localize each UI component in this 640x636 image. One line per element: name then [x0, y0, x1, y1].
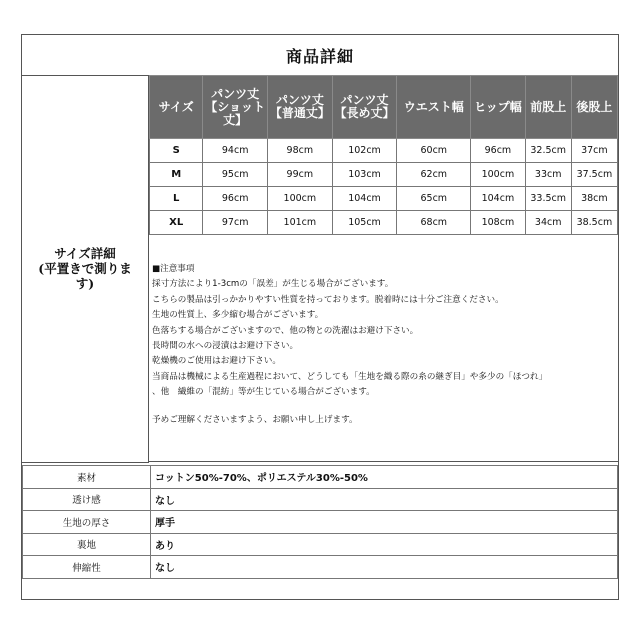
attribute-value: あり — [151, 533, 618, 556]
table-cell: 38cm — [571, 187, 617, 211]
attribute-row — [23, 466, 618, 489]
table-cell: 60cm — [397, 139, 471, 163]
size-table-header-row — [150, 76, 618, 139]
size-table-header: 後股上 — [571, 76, 617, 139]
attribute-value: なし — [151, 556, 618, 579]
size-cell: M — [150, 163, 203, 187]
size-cell: S — [150, 139, 203, 163]
table-cell: 32.5cm — [525, 139, 571, 163]
size-table-header: 前股上 — [525, 76, 571, 139]
table-row — [150, 187, 618, 211]
attribute-value: 厚手 — [151, 511, 618, 534]
attribute-label: 生地の厚さ — [23, 511, 151, 534]
attribute-row — [23, 556, 618, 579]
size-table-header: ヒップ幅 — [471, 76, 525, 139]
attribute-label: 伸縮性 — [23, 556, 151, 579]
care-notes — [149, 256, 618, 462]
table-cell: 104cm — [332, 187, 397, 211]
table-cell: 96cm — [203, 187, 268, 211]
table-cell: 99cm — [268, 163, 333, 187]
table-cell: 33cm — [525, 163, 571, 187]
attribute-row — [23, 488, 618, 511]
note-line: 乾燥機のご使用はお避け下さい。 — [152, 356, 281, 367]
table-row — [150, 139, 618, 163]
table-cell: 100cm — [471, 163, 525, 187]
size-table-header: ウエスト幅 — [397, 76, 471, 139]
size-table-header: サイズ — [150, 76, 203, 139]
table-cell: 37.5cm — [571, 163, 617, 187]
note-line: 生地の性質上、多少縮む場合がございます。 — [152, 310, 324, 321]
table-cell: 34cm — [525, 211, 571, 235]
size-section-label — [22, 75, 149, 463]
attribute-label: 裏地 — [23, 533, 151, 556]
table-cell: 94cm — [203, 139, 268, 163]
attribute-label: 素材 — [23, 466, 151, 489]
size-cell: XL — [150, 211, 203, 235]
attribute-value: コットン50%-70%、ポリエステル30%-50% — [151, 466, 618, 489]
table-cell: 37cm — [571, 139, 617, 163]
attribute-label: 透け感 — [23, 488, 151, 511]
note-line: 色落ちする場合がございますので、他の物との洗濯はお避け下さい。 — [152, 325, 419, 336]
note-line: 予めご理解くださいますよう、お願い申し上げます。 — [152, 414, 358, 425]
table-cell: 97cm — [203, 211, 268, 235]
table-cell: 100cm — [268, 187, 333, 211]
product-detail-panel — [21, 34, 619, 600]
table-row — [150, 211, 618, 235]
note-line: こちらの製品は引っかかりやすい性質を持っております。脱着時には十分ご注意ください。 — [152, 294, 504, 305]
table-cell: 95cm — [203, 163, 268, 187]
size-table-header: パンツ丈【普通丈】 — [268, 76, 333, 139]
table-cell: 101cm — [268, 211, 333, 235]
note-line: 、他 繊維の「混紡」等が生じている場合がございます。 — [152, 387, 375, 398]
table-cell: 98cm — [268, 139, 333, 163]
size-section-label-text: サイズ詳細 (平置きで測りま す) — [38, 246, 132, 291]
note-line: ■注意事項 — [152, 264, 195, 274]
table-cell: 104cm — [471, 187, 525, 211]
note-line: 当商品は機械による生産過程において、どうしても「生地を織る際の糸の継ぎ目」や多少の「ほつれ」 — [152, 371, 548, 382]
size-cell: L — [150, 187, 203, 211]
attribute-value: なし — [151, 488, 618, 511]
table-cell: 62cm — [397, 163, 471, 187]
table-row — [150, 163, 618, 187]
table-cell: 108cm — [471, 211, 525, 235]
table-cell: 103cm — [332, 163, 397, 187]
table-cell: 102cm — [332, 139, 397, 163]
note-line: 採寸方法により1-3cmの「誤差」が生じる場合がございます。 — [152, 279, 394, 290]
table-cell: 38.5cm — [571, 211, 617, 235]
table-cell: 68cm — [397, 211, 471, 235]
attribute-row — [23, 511, 618, 534]
table-cell: 105cm — [332, 211, 397, 235]
page-title: 商品詳細 — [22, 35, 618, 76]
size-table-header: パンツ丈【長め丈】 — [332, 76, 397, 139]
attribute-row — [23, 533, 618, 556]
attribute-table — [22, 465, 618, 579]
size-table — [149, 75, 618, 235]
table-cell: 96cm — [471, 139, 525, 163]
table-cell: 33.5cm — [525, 187, 571, 211]
table-cell: 65cm — [397, 187, 471, 211]
note-line: 長時間の水への浸漬はお避け下さい。 — [152, 341, 299, 352]
note-spacer — [152, 401, 615, 413]
size-table-header: パンツ丈【ショット丈】 — [203, 76, 268, 139]
